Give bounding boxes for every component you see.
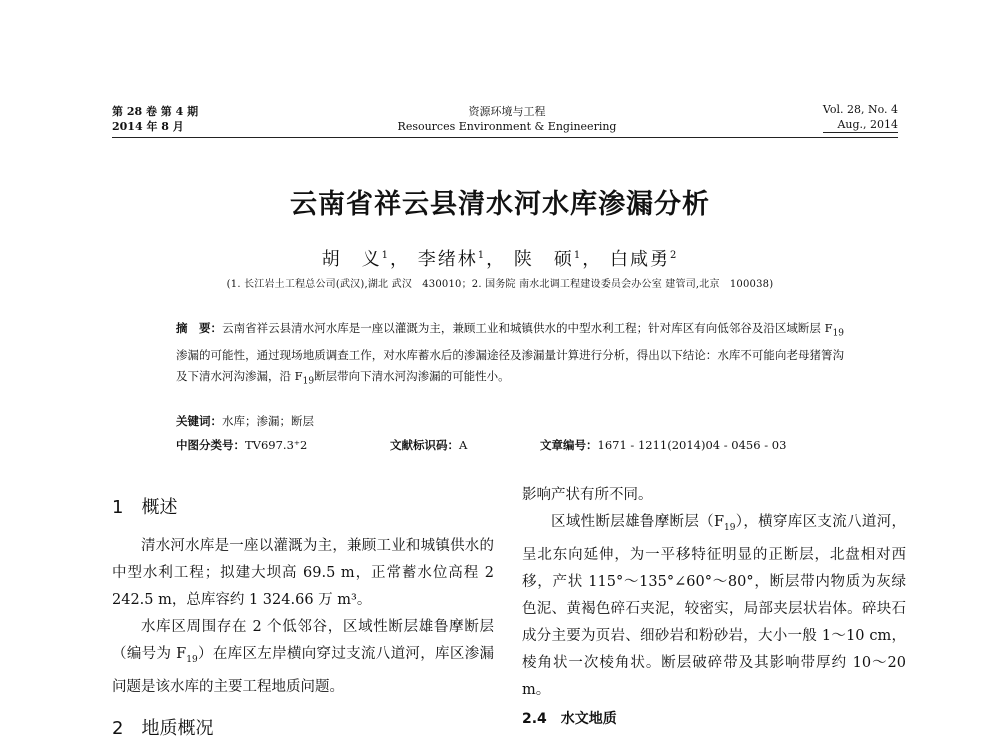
author-name: 胡 义 xyxy=(321,249,382,270)
journal-name-cn: 资源环境与工程 xyxy=(468,105,546,118)
paragraph-text: ），横穿库区支流八道河，呈北东向延伸，为一平移特征明显的正断层，北盘相对西移，产状 115°～135°∠60°～80°，断层带内物质为灰绿色泥、黄褐色碎石夹泥，较密实，局部夹层状岩体。碎块石成分主要为页岩、细砂岩和粉砂岩，大小一般 1～10 cm，棱角状一次棱角状。断层破碎带及其影响带厚约 10～20 m。 xyxy=(522,514,907,698)
abstract-text: 断层带向下清水河沟渗漏的可能性小。 xyxy=(314,369,510,384)
abstract-text: 渗漏的可能性，通过现场地质调查工作，对水库蓄水后的渗漏途径及渗漏量计算进行分析，得出以下结论：水库不可能向老母猪箐沟及下清水河沟渗漏，沿 F xyxy=(176,347,844,384)
doc-code xyxy=(390,437,467,453)
paragraph: 影响产状有所不同。 xyxy=(522,487,653,503)
fault-subscript: 19 xyxy=(186,654,198,665)
author-affil-mark: 2 xyxy=(669,250,679,261)
subsection-heading: 2.4 水文地质 xyxy=(522,710,617,727)
fault-subscript: 19 xyxy=(832,328,845,339)
affiliations: (1. 长江岩土工程总公司(武汉),湖北 武汉 430010；2. 国务院 南水北调工程建设委员会办公室 建管司,北京 100038) xyxy=(226,279,774,290)
keywords-label: 关键词： xyxy=(176,414,222,428)
doc-value: A xyxy=(459,438,468,452)
author-affil-mark: 1 xyxy=(573,250,583,261)
issue-date: 2014 年 8 月 xyxy=(112,120,184,133)
volume-issue: 第 28 卷 第 4 期 xyxy=(112,105,199,118)
paragraph-text: 区域性断层雄鲁摩断层（F xyxy=(551,514,725,530)
author-affil-mark: 1 xyxy=(381,250,391,261)
date-en: Aug., 2014 xyxy=(823,117,898,133)
author-list: 胡 义$^1$， 李绪林$^1$， 陕 硕$^1$， 白咸勇$^2$ xyxy=(321,249,679,270)
header-rule xyxy=(112,137,898,138)
art-value: 1671 - 1211(2014)04 - 0456 - 03 xyxy=(597,438,787,452)
fault-subscript: 19 xyxy=(302,376,315,387)
section-heading: 2 地质概况 xyxy=(112,717,214,739)
paragraph xyxy=(112,614,494,701)
author-name: 陕 硕 xyxy=(513,249,574,270)
keywords-text: 水库；渗漏；断层 xyxy=(222,414,314,428)
paragraph-text: 水库区周围存在 2 个低邻谷，区域性断层雄鲁摩断层（编号为 F xyxy=(112,619,494,662)
volume-en: Vol. 28, No. 4 xyxy=(822,103,898,116)
right-column xyxy=(522,482,906,733)
journal-issue xyxy=(112,104,198,134)
clc-label: 中图分类号： xyxy=(176,438,245,452)
clc-value: TV697.3⁺2 xyxy=(245,438,308,452)
left-column xyxy=(112,494,494,742)
paragraph: 清水河水库是一座以灌溉为主，兼顾工业和城镇供水的中型水利工程；拟建大坝高 69.5 m，正常蓄水位高程 2 242.5 m，总库容约 1 324.66 万 m³。 xyxy=(112,538,494,608)
paragraph xyxy=(522,509,906,704)
art-label: 文章编号： xyxy=(540,438,598,452)
running-header xyxy=(112,100,898,140)
author-affil-mark: 1 xyxy=(477,250,487,261)
doc-label: 文献标识码： xyxy=(390,438,459,452)
author-name: 李绪林 xyxy=(417,249,478,270)
article-number xyxy=(540,437,786,453)
keywords xyxy=(176,413,314,429)
journal-name xyxy=(362,104,652,134)
paragraph-text: ）在库区左岸横向穿过支流八道河，库区渗漏问题是该水库的主要工程地质问题。 xyxy=(112,646,495,695)
abstract xyxy=(176,318,844,393)
section-heading: 1 概述 xyxy=(112,497,178,518)
fault-subscript: 19 xyxy=(724,522,736,533)
journal-name-en: Resources Environment & Engineering xyxy=(397,120,617,133)
clc-number xyxy=(176,437,307,453)
abstract-text: 云南省祥云县清水河水库是一座以灌溉为主，兼顾工业和城镇供水的中型水利工程；针对库区有向低邻谷及沿区域断层 F xyxy=(222,321,833,335)
journal-volume-en xyxy=(823,102,898,133)
abstract-label: 摘 要： xyxy=(176,321,223,335)
paper-title: 云南省祥云县清水河水库渗漏分析 xyxy=(290,189,710,220)
author-name: 白咸勇 xyxy=(609,249,670,270)
